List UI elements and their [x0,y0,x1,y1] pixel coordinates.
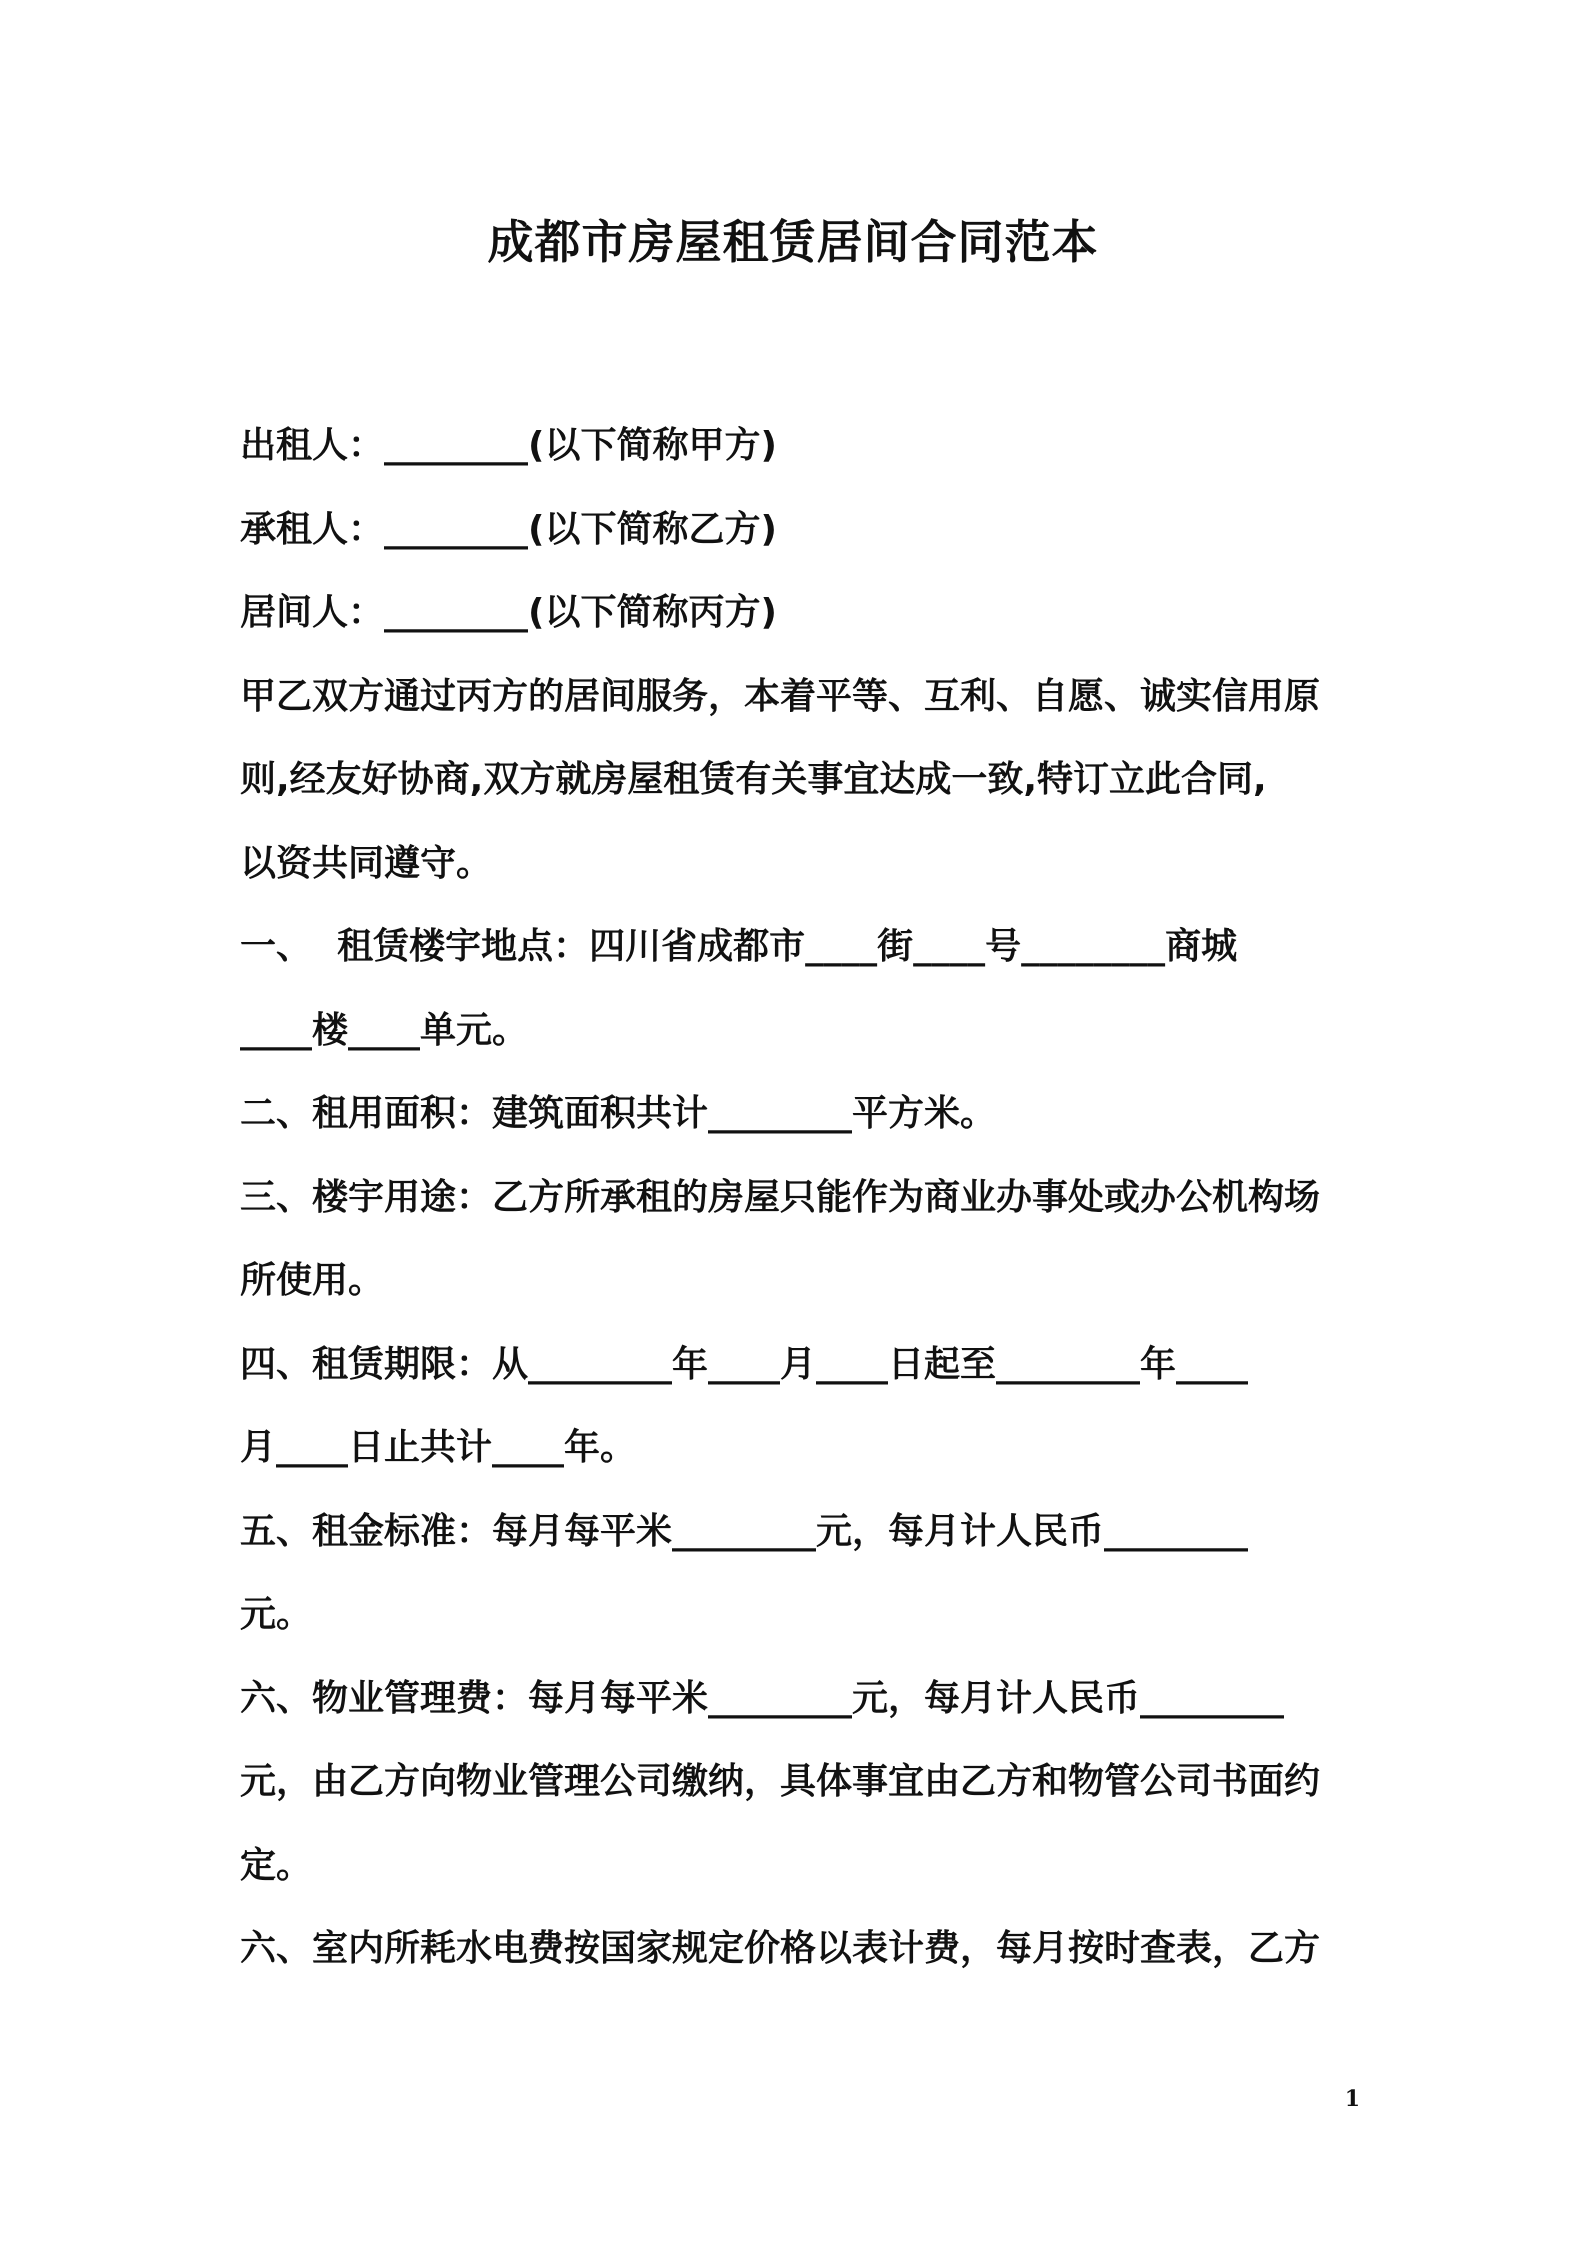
clause-3-line-2: 所使用。 [240,1260,385,1301]
clause-3-line-1: 三、楼宇用途：乙方所承租的房屋只能作为商业办事处或办公机构场 [240,1176,1321,1218]
clause-7-line-1: 六、室内所耗水电费按国家规定价格以表计费，每月按时查表，乙方 [240,1928,1321,1969]
clause-6-line-1: 六、物业管理费：每月每平米________元，每月计人民币________ [240,1677,1285,1719]
preamble-line-3: 以资共同遵守。 [240,842,493,884]
lessor-line: 出租人：________(以下简称甲方) [240,425,777,466]
clause-5-line-2: 元。 [240,1594,313,1635]
document-title: 成都市房屋租赁居间合同范本 [487,215,1099,269]
clause-1-line-1: 一、 租赁楼宇地点：四川省成都市____街____号________商城 [240,926,1238,967]
clause-2-line-1: 二、租用面积：建筑面积共计________平方米。 [240,1093,997,1134]
intermediary-line: 居间人：________(以下简称丙方) [240,592,777,633]
clause-1-line-2: ____楼____单元。 [240,1009,529,1051]
clause-5-line-1: 五、租金标准：每月每平米________元，每月计人民币________ [240,1510,1249,1552]
clause-4-line-2: 月____日止共计____年。 [240,1427,637,1468]
page-number: 1 [1344,2086,1360,2112]
preamble-line-2: 则,经友好协商,双方就房屋租赁有关事宜达成一致,特订立此合同, [240,759,1267,800]
contract-body [240,404,1360,1991]
preamble-line-1: 甲乙双方通过丙方的居间服务，本着平等、互利、自愿、诚实信用原 [240,675,1321,717]
clause-6-line-3: 定。 [240,1844,313,1886]
clause-4-line-1: 四、租赁期限：从________年____月____日起至________年____ [240,1343,1249,1385]
clause-6-line-2: 元，由乙方向物业管理公司缴纳，具体事宜由乙方和物管公司书面约 [240,1761,1321,1802]
lessee-line: 承租人：________(以下简称乙方) [240,508,777,550]
